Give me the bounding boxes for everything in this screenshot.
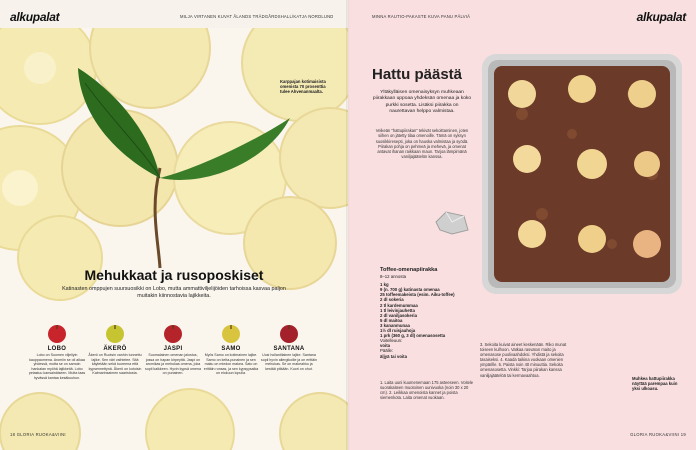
left-article-lead: Katinasten omppujen suursuosikki on Lobo, mutta ammattiviljelijöiden tarhoissa kasvaa paljon muitakin kiinnostavia lajikkeita. (62, 286, 286, 299)
variety-santana (260, 322, 318, 371)
variety-name: JASPI (163, 346, 183, 352)
cake-caption: Muhkea hattupiirakka näyttää parempaa kuin yksi ulkoasu. (632, 376, 678, 392)
apple-icon (162, 322, 184, 344)
ingredient: Päälle: (380, 348, 394, 354)
variety-description: Myös Samo on kotimainen lajike. Samo on kelta-punainen ja sen maku on miedon makea. Sato on erittäin runsas, ja sen kypsyysaika on elokuun lopulla. (203, 353, 259, 375)
right-article-title: Hattu päästä (372, 66, 463, 83)
photo-caption: Karppajan kotimaisista omenista 70 prosenttia tulee Ahvenanmaalta. (280, 79, 326, 95)
variety-jaspi (144, 322, 202, 376)
ingredient: voita (380, 343, 391, 349)
variety-akero (86, 322, 144, 376)
section-brand-right: alkupalat (636, 10, 686, 24)
recipe-yield: 8–12 annosta (380, 274, 407, 280)
apple-icon (46, 322, 68, 344)
page-gutter (346, 0, 350, 450)
apple-icon (278, 322, 300, 344)
variety-name: LOBO (47, 346, 67, 352)
left-article-title: Mehukkaat ja rusoposkiset (84, 267, 264, 283)
foil-wrapped-toffee (432, 206, 472, 238)
ingredient: Voitelleuun: (380, 338, 403, 344)
ingredient: 3 kananmunaa (380, 322, 410, 328)
recipe-steps-column-1: 1. Laita uuni kuumenemaan 175 asteeseen. Voitele suorakaiteen muotoinen uunivuoka (noin 30 x 20 cm). 2. Leikkaa omenoista kannet ja poista siemenkota. Laita omenat vuokaan. (380, 380, 474, 401)
ingredient: 1 tl leivinjauhetta (380, 307, 415, 313)
variety-name: SANTANA (273, 346, 305, 352)
right-article-lead: Yltäkylläisen omenaisyksyn muhkeaan piirakkaan uppoaa yhdeksän omenaa ja koko purkki sosetta. Lisäksi piirakka on naurettavan helppo valmistaa. (372, 90, 472, 115)
section-brand-left: alkupalat (10, 10, 60, 24)
variety-description: Lobo on Suomen viljellyin kauppaomena. Aromiin se oli aikaa yhdessä, mutta se on samoin hankalan myöhä lajikkeitä. Lobo pelastuu kansainäiseen. Mutta taas hyvässä kantaa kesäkuuhun. (28, 353, 86, 380)
ingredient: 25 toffeemakeista (esim. Aiku-toffee) (380, 292, 455, 298)
apple-icon (220, 322, 242, 344)
ingredient: äljyä tai voita (380, 353, 407, 359)
ingredient: 5 dl maitoa (380, 317, 403, 323)
recipe-steps-column-2: 3. Sekoita kuivat aineet keskenään. Riko munat toiseen kulhoon. Vatkaa rasvaton maito ja omenasose puolivaahdoksi. Yhdistä ja sekoita tasaiseksi. 4. Kaada taikina vuokaan omenien ympärille. 5. Paista noin 40 minuuttia. Sekoita omenasosetta. Vinkki: Tarjoa piirakan kanssa vaniljajäätelöä tai kermavaahtoa. (480, 342, 567, 378)
credit-line-left: MILJA VIRTANEN KUVAT ÅLANDS TRÄDGÅRDSHALL/KATJA NORDLUND (180, 14, 334, 19)
variety-description: Uusi hollantilainen lajike. Santana sopii hyvin allergikoille ja on erittäin mehukas. Se on makeahko ja kestää pitkään. Kuori on ohut. (260, 353, 318, 371)
ingredient: 2 dl sokeria (380, 297, 404, 303)
apple-icon (104, 322, 126, 344)
ingredient: 2 tl kardemummaa (380, 302, 418, 308)
variety-samo (202, 322, 260, 376)
ingredient: 9 (n. 700 g) katinasta omenaa (380, 287, 440, 293)
page-number-left: 18 GLORIA RUOKA&VIINI (10, 432, 66, 437)
ingredient: 2 dl vaniljasokeria (380, 312, 418, 318)
variety-name: SAMO (221, 346, 241, 352)
variety-description: Suomalainen omenan jalostus, jossa on hapan kirpeyttä. Jaspi on aromikas ja mehukas omena, joka sopii kaikkeen. Hyvin kypsä omena on punainen. (145, 353, 201, 375)
right-article-story: Veikeän "hattupiirakan" tekivät sekoittaminen, joten siihen on jätetty tilaa omenoille. Tämä on syksyn suosikkiresepti, joka on hauska valmistaa ja syödä. Piirakan pohja on pehmeä ja mehevä, ja omenat antavat ihanan raikkaan maun. Tarjoa lämpimänä vaniljajäätelön kanssa. (375, 128, 469, 160)
variety-description: Åkerö on Ruotsin vanhin tunnettu lajike. Sen väri vaihtelee. Sitä käytetään sekä tuoreena että kypsennettynä. Åkerö on kotoisin Kalmarinsalmen saaristosta. (88, 353, 142, 375)
ingredient: 1 kg (380, 282, 389, 288)
ingredient: 1 prk (360 g, 3 dl) omenasosetta (380, 333, 446, 339)
cake-photo (482, 54, 682, 294)
variety-lobo (28, 322, 86, 380)
credit-line-right: MINNA RAUTIO-PAKASTE KUVA PANU PÄLVIÄ (372, 14, 471, 19)
page-number-right: GLORIA RUOKA&VIINI 19 (630, 432, 686, 437)
ingredient: 1½ dl ruisjauhoja (380, 328, 416, 334)
recipe-card (380, 268, 475, 359)
variety-name: ÄKERÖ (103, 346, 127, 352)
recipe-title: Toffee-omenapiirakka (380, 267, 438, 273)
